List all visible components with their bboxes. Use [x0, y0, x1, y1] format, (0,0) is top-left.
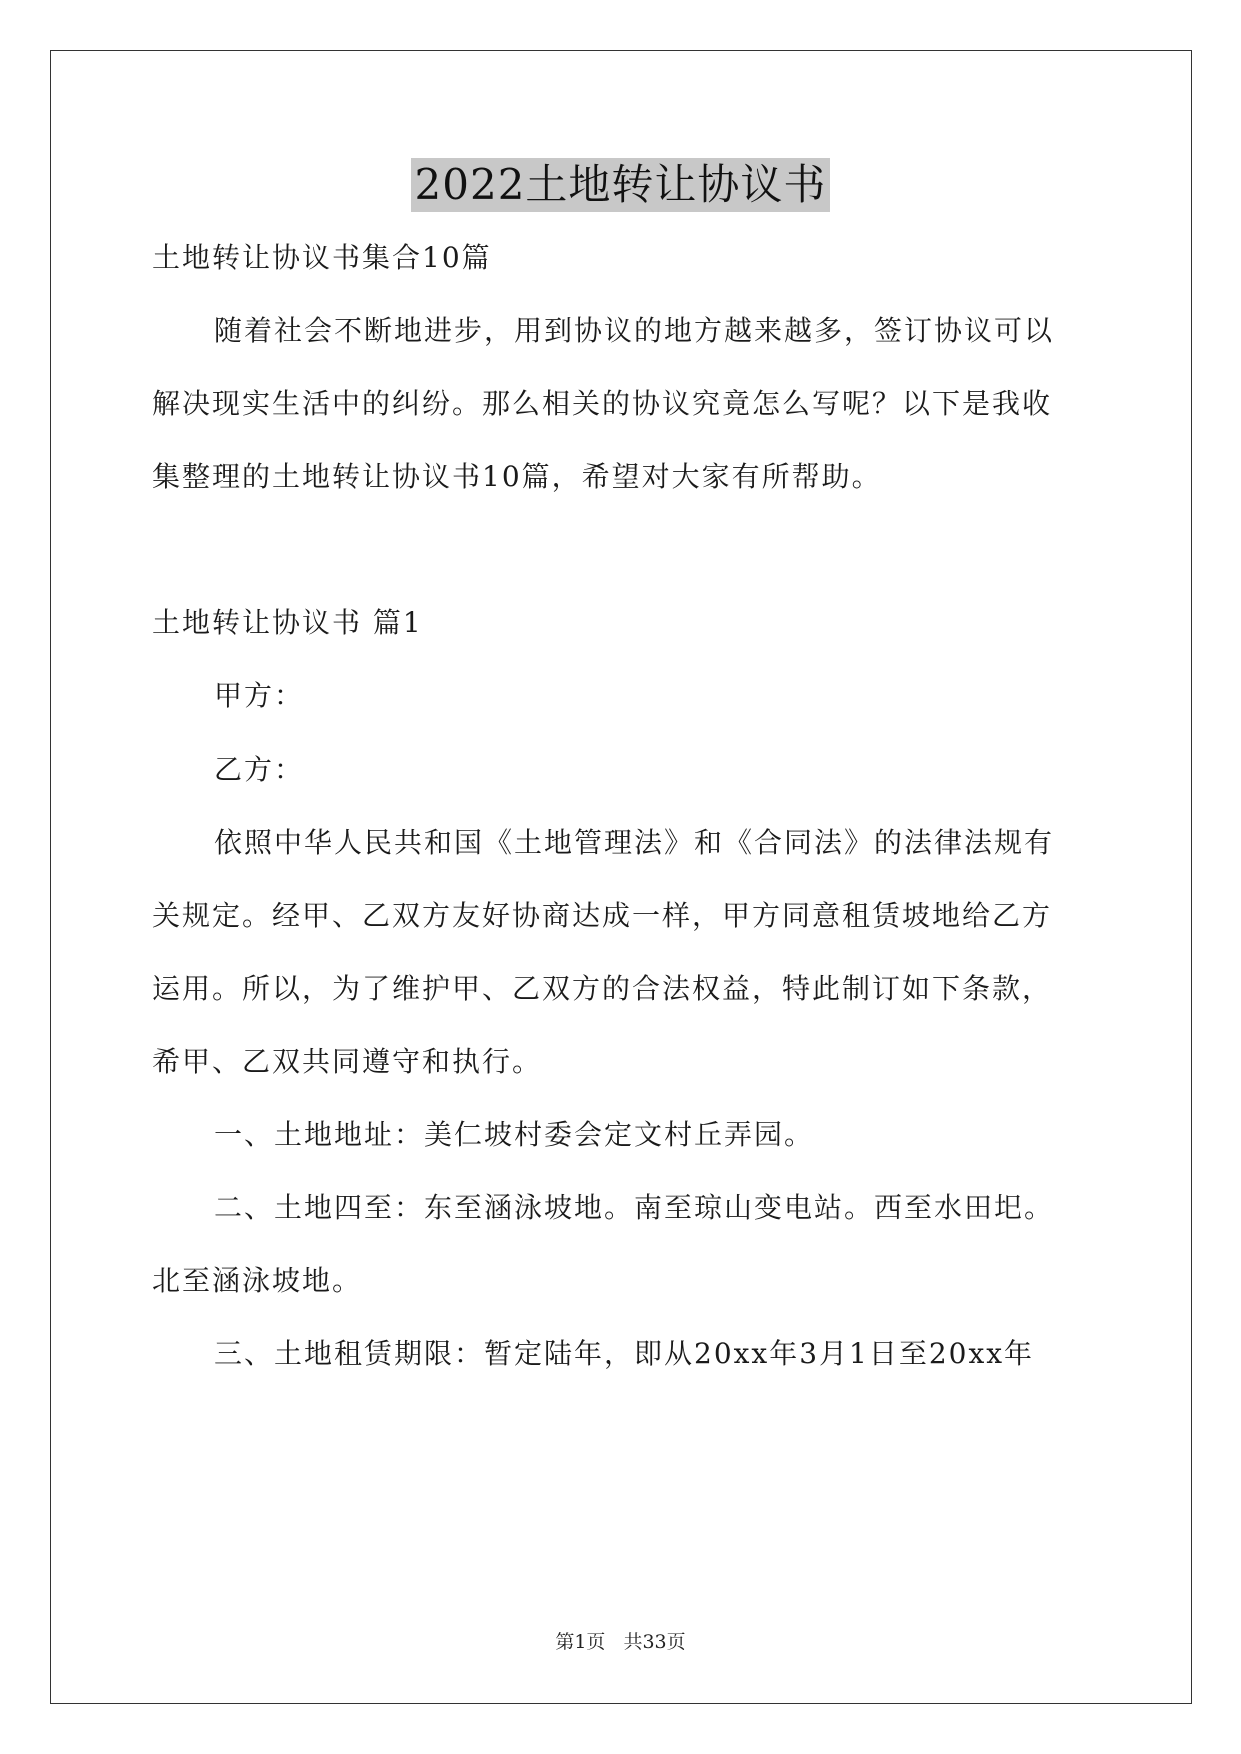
page-border — [50, 50, 1192, 1704]
basis-line-4: 希甲、乙双共同遵守和执行。 — [152, 1045, 543, 1078]
clause-1: 一、土地地址：美仁坡村委会定文村丘弄园。 — [214, 1118, 815, 1151]
title-container — [0, 158, 1241, 212]
document-subtitle: 土地转让协议书集合10篇 — [152, 241, 492, 274]
section-heading: 土地转让协议书 篇1 — [152, 606, 423, 639]
page-number: 第1页 — [555, 1631, 606, 1653]
basis-line-3: 运用。所以，为了维护甲、乙双方的合法权益，特此制订如下条款， — [152, 972, 1053, 1005]
intro-line-1: 随着社会不断地进步，用到协议的地方越来越多，签订协议可以 — [214, 314, 1055, 347]
total-pages: 共33页 — [623, 1631, 686, 1653]
clause-2-line-2: 北至涵泳坡地。 — [152, 1264, 363, 1297]
clause-3: 三、土地租赁期限：暂定陆年，即从20xx年3月1日至20xx年 — [214, 1337, 1035, 1370]
intro-line-3: 集整理的土地转让协议书10篇，希望对大家有所帮助。 — [152, 460, 882, 493]
page-footer — [0, 1630, 1241, 1654]
party-b-label: 乙方： — [214, 753, 305, 786]
basis-line-2: 关规定。经甲、乙双方友好协商达成一样，甲方同意租赁坡地给乙方 — [152, 899, 1053, 932]
clause-2-line-1: 二、土地四至：东至涵泳坡地。南至琼山变电站。西至水田圯。 — [214, 1191, 1055, 1224]
party-a-label: 甲方： — [214, 679, 305, 712]
intro-line-2: 解决现实生活中的纠纷。那么相关的协议究竟怎么写呢？以下是我收 — [152, 387, 1053, 420]
document-title: 2022土地转让协议书 — [411, 158, 831, 212]
basis-line-1: 依照中华人民共和国《土地管理法》和《合同法》的法律法规有 — [214, 826, 1055, 859]
